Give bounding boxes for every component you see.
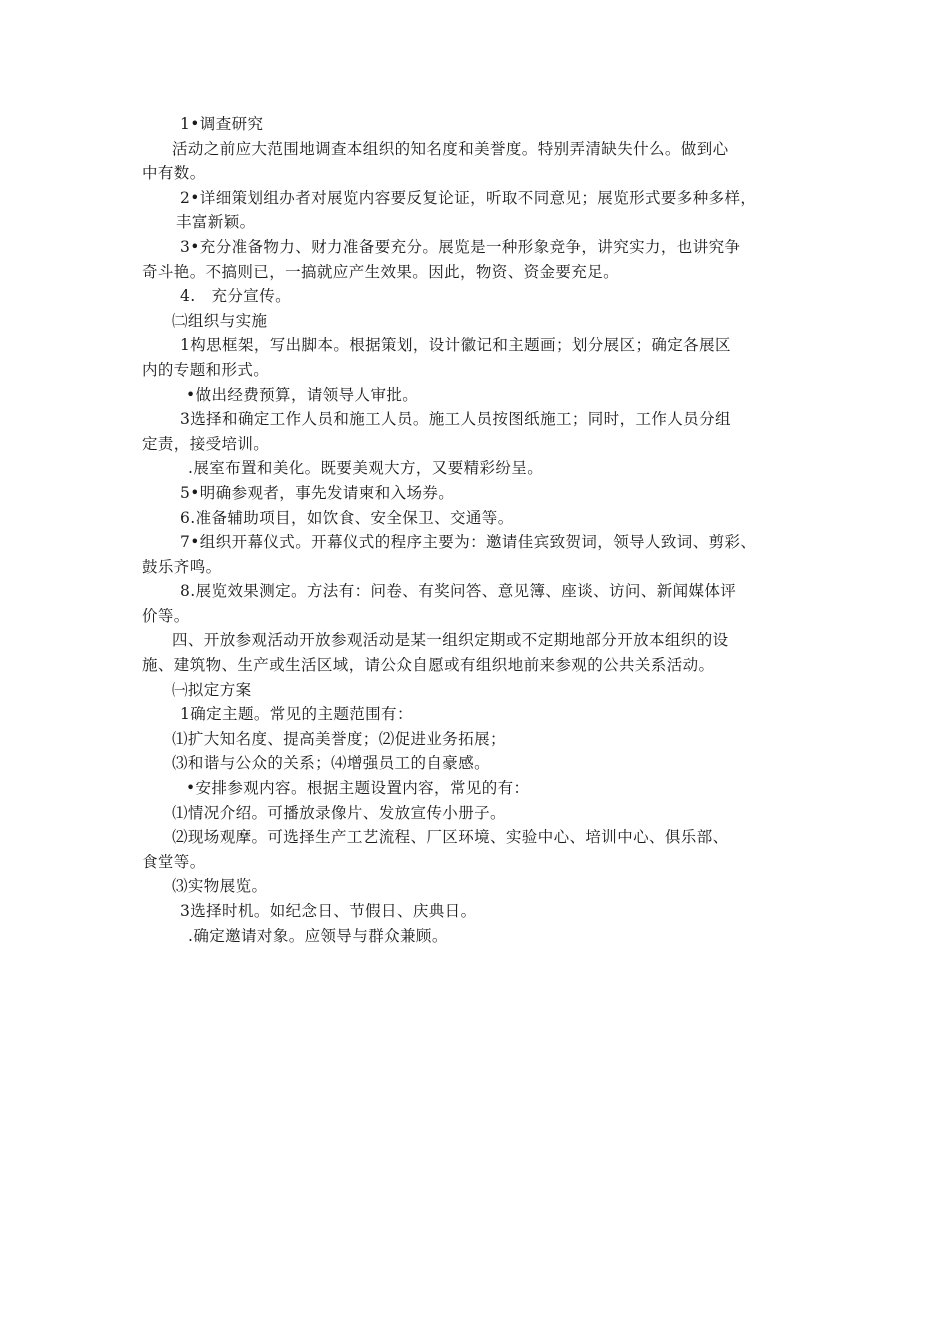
section-heading-open-visit: 四、开放参观活动开放参观活动是某一组织定期或不定期地部分开放本组织的设 bbox=[172, 631, 729, 650]
paragraph-line: 中有数。 bbox=[142, 164, 206, 183]
list-item: ⑵现场观摩。可选择生产工艺流程、厂区环境、实验中心、培训中心、俱乐部、 bbox=[172, 828, 729, 847]
paragraph-line: .确定邀请对象。应领导与群众兼顾。 bbox=[188, 926, 448, 945]
paragraph-line: 奇斗艳。不搞则已，一搞就应产生效果。因此，物资、资金要充足。 bbox=[142, 262, 620, 281]
paragraph-line: 5•明确参观者，事先发请柬和入场券。 bbox=[180, 483, 455, 502]
paragraph-line: 3•充分准备物力、财力准备要充分。展览是一种形象竞争，讲究实力，也讲究争 bbox=[180, 237, 741, 256]
paragraph-line: 定责，接受培训。 bbox=[142, 434, 270, 453]
paragraph-line: 施、建筑物、生产或生活区域，请公众自愿或有组织地前来参观的公共关系活动。 bbox=[142, 656, 715, 675]
paragraph-line: 2•详细策划组办者对展览内容要反复论证，听取不同意见；展览形式要多种多样， bbox=[180, 188, 757, 207]
paragraph-line: 内的专题和形式。 bbox=[142, 360, 270, 379]
paragraph-line: 丰富新颖。 bbox=[176, 213, 256, 232]
paragraph-line: •安排参观内容。根据主题设置内容，常见的有： bbox=[186, 779, 530, 798]
section-heading-organize: ㈡组织与实施 bbox=[172, 311, 268, 330]
paragraph-line: 8.展览效果测定。方法有：问卷、有奖问答、意见簿、座谈、访问、新闻媒体评 bbox=[180, 582, 737, 601]
paragraph-line: 1确定主题。常见的主题范围有： bbox=[180, 705, 413, 724]
paragraph-line: 3选择和确定工作人员和施工人员。施工人员按图纸施工；同时，工作人员分组 bbox=[180, 410, 731, 429]
paragraph-line: 4. 充分宣传。 bbox=[180, 287, 291, 306]
paragraph-line: 活动之前应大范围地调查本组织的知名度和美誉度。特别弄清缺失什么。做到心 bbox=[172, 139, 729, 158]
list-item: ⑶和谐与公众的关系；⑷增强员工的自豪感。 bbox=[172, 754, 491, 773]
list-item: ⑶实物展览。 bbox=[172, 877, 268, 896]
paragraph-line: 鼓乐齐鸣。 bbox=[142, 557, 222, 576]
paragraph-line: 1构思框架，写出脚本。根据策划，设计徽记和主题画；划分展区；确定各展区 bbox=[180, 336, 731, 355]
paragraph-line: 3选择时机。如纪念日、节假日、庆典日。 bbox=[180, 902, 477, 920]
paragraph-line: 价等。 bbox=[142, 606, 190, 625]
list-item: ⑴扩大知名度、提高美誉度；⑵促进业务拓展； bbox=[172, 729, 506, 748]
paragraph-line: 7•组织开幕仪式。开幕仪式的程序主要为：邀请佳宾致贺词，领导人致词、剪彩、 bbox=[180, 533, 757, 552]
paragraph-line: 6.准备辅助项目，如饮食、安全保卫、交通等。 bbox=[180, 508, 514, 527]
paragraph-line: .展室布置和美化。既要美观大方，又要精彩纷呈。 bbox=[188, 459, 544, 478]
list-item: ⑴情况介绍。可播放录像片、发放宣传小册子。 bbox=[172, 803, 506, 822]
paragraph-line: 食堂等。 bbox=[142, 852, 206, 871]
section-heading-plan: ㈠拟定方案 bbox=[172, 680, 252, 699]
paragraph-line: •做出经费预算，请领导人审批。 bbox=[186, 385, 419, 404]
heading-research: 1•调查研究 bbox=[180, 115, 264, 133]
document-body bbox=[142, 112, 802, 948]
